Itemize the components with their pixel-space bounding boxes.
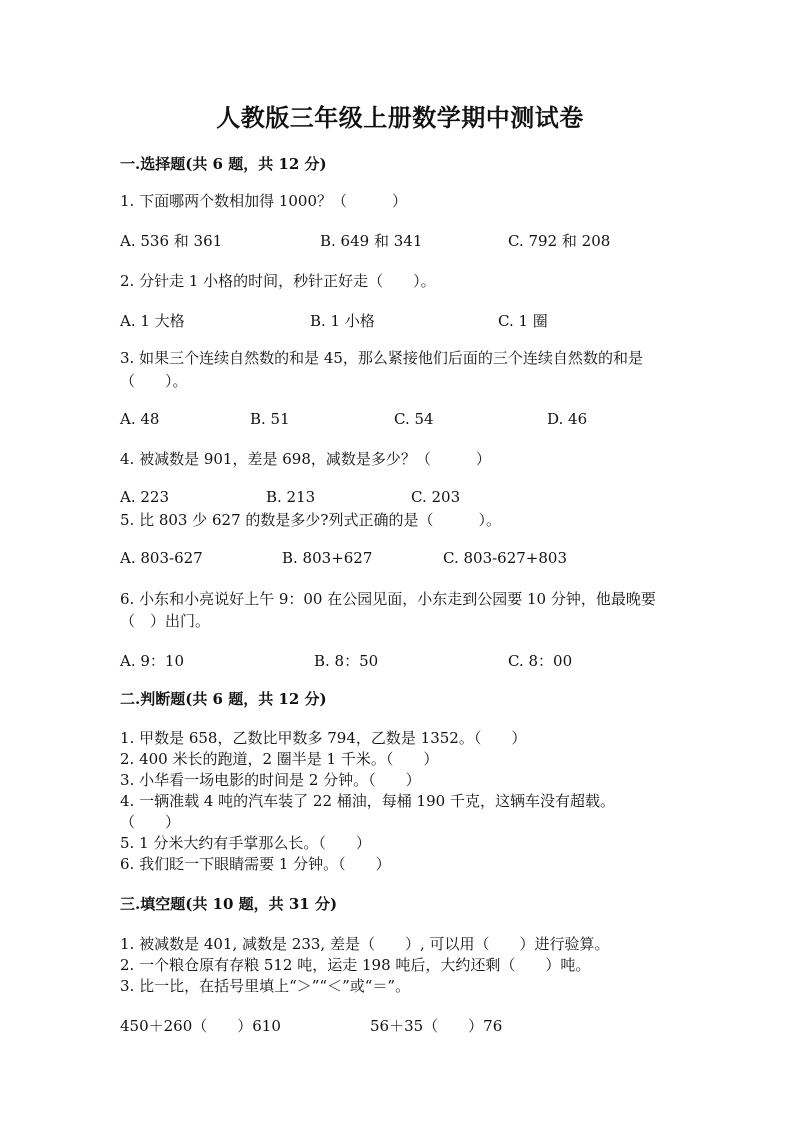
fill-item-2: 2. 一个粮仓原有存粮 512 吨，运走 198 吨后，大约还剩（ ）吨。 bbox=[120, 956, 591, 974]
judgement-item-2: 2. 400 米长的跑道，2 圈半是 1 千米。（ ） bbox=[120, 750, 439, 768]
question-1-option-a: A. 536 和 361 bbox=[120, 232, 223, 250]
question-5-option-a: A. 803-627 bbox=[120, 549, 203, 567]
judgement-item-6: 6. 我们眨一下眼睛需要 1 分钟。（ ） bbox=[120, 855, 391, 873]
question-3-option-b: B. 51 bbox=[250, 410, 290, 428]
question-2-option-a: A. 1 大格 bbox=[120, 312, 185, 330]
compare-left: 450＋260（ ）610 bbox=[120, 1017, 281, 1035]
question-5-option-b: B. 803+627 bbox=[282, 549, 373, 567]
question-5-option-c: C. 803-627+803 bbox=[443, 549, 568, 567]
compare-right: 56＋35（ ）76 bbox=[370, 1017, 503, 1035]
question-3-option-c: C. 54 bbox=[394, 410, 434, 428]
question-6-stem-line-1: 6. 小东和小亮说好上午 9：00 在公园见面，小东走到公园要 10 分钟，他最晚要 bbox=[120, 590, 656, 608]
question-5-stem: 5. 比 803 少 627 的数是多少?列式正确的是（ ）。 bbox=[120, 511, 501, 529]
section-heading-judgement: 二.判断题(共 6 题，共 12 分) bbox=[120, 690, 327, 708]
question-2-option-c: C. 1 圈 bbox=[498, 312, 548, 330]
section-heading-choice: 一.选择题(共 6 题，共 12 分) bbox=[120, 155, 327, 173]
judgement-item-3: 3. 小华看一场电影的时间是 2 分钟。（ ） bbox=[120, 771, 421, 789]
question-3-stem-line-2: （ ）。 bbox=[120, 372, 188, 390]
section-heading-fill-blank: 三.填空题(共 10 题，共 31 分) bbox=[120, 895, 338, 913]
judgement-item-4: 4. 一辆准载 4 吨的汽车装了 22 桶油，每桶 190 千克，这辆车没有超载。 bbox=[120, 792, 615, 810]
question-3-option-a: A. 48 bbox=[120, 410, 160, 428]
question-4-option-a: A. 223 bbox=[120, 488, 169, 506]
question-2-stem: 2. 分针走 1 小格的时间，秒针正好走（ ）。 bbox=[120, 272, 436, 290]
judgement-item-1: 1. 甲数是 658，乙数比甲数多 794，乙数是 1352。（ ） bbox=[120, 729, 527, 747]
judgement-item-4-bracket: （ ） bbox=[120, 813, 181, 831]
question-1-option-c: C. 792 和 208 bbox=[508, 232, 611, 250]
question-1-option-b: B. 649 和 341 bbox=[320, 232, 423, 250]
question-4-option-c: C. 203 bbox=[411, 488, 461, 506]
question-1-stem: 1. 下面哪两个数相加得 1000？（ ） bbox=[120, 192, 408, 210]
question-6-option-c: C. 8：00 bbox=[508, 652, 573, 670]
question-4-option-b: B. 213 bbox=[266, 488, 316, 506]
question-6-option-a: A. 9：10 bbox=[120, 652, 184, 670]
question-4-stem: 4. 被减数是 901，差是 698，减数是多少？（ ） bbox=[120, 450, 491, 468]
question-3-option-d: D. 46 bbox=[547, 410, 588, 428]
judgement-item-5: 5. 1 分米大约有手掌那么长。（ ） bbox=[120, 834, 371, 852]
page-title: 人教版三年级上册数学期中测试卷 bbox=[216, 103, 584, 132]
question-6-option-b: B. 8：50 bbox=[314, 652, 379, 670]
question-2-option-b: B. 1 小格 bbox=[310, 312, 375, 330]
fill-item-1: 1. 被减数是 401, 减数是 233, 差是（ ）, 可以用（ ）进行验算。 bbox=[120, 935, 610, 953]
question-6-stem-line-2: （ ）出门。 bbox=[120, 612, 211, 630]
fill-item-3: 3. 比一比，在括号里填上“＞”“＜”或“＝”。 bbox=[120, 977, 411, 995]
question-3-stem-line-1: 3. 如果三个连续自然数的和是 45，那么紧接他们后面的三个连续自然数的和是 bbox=[120, 349, 643, 367]
